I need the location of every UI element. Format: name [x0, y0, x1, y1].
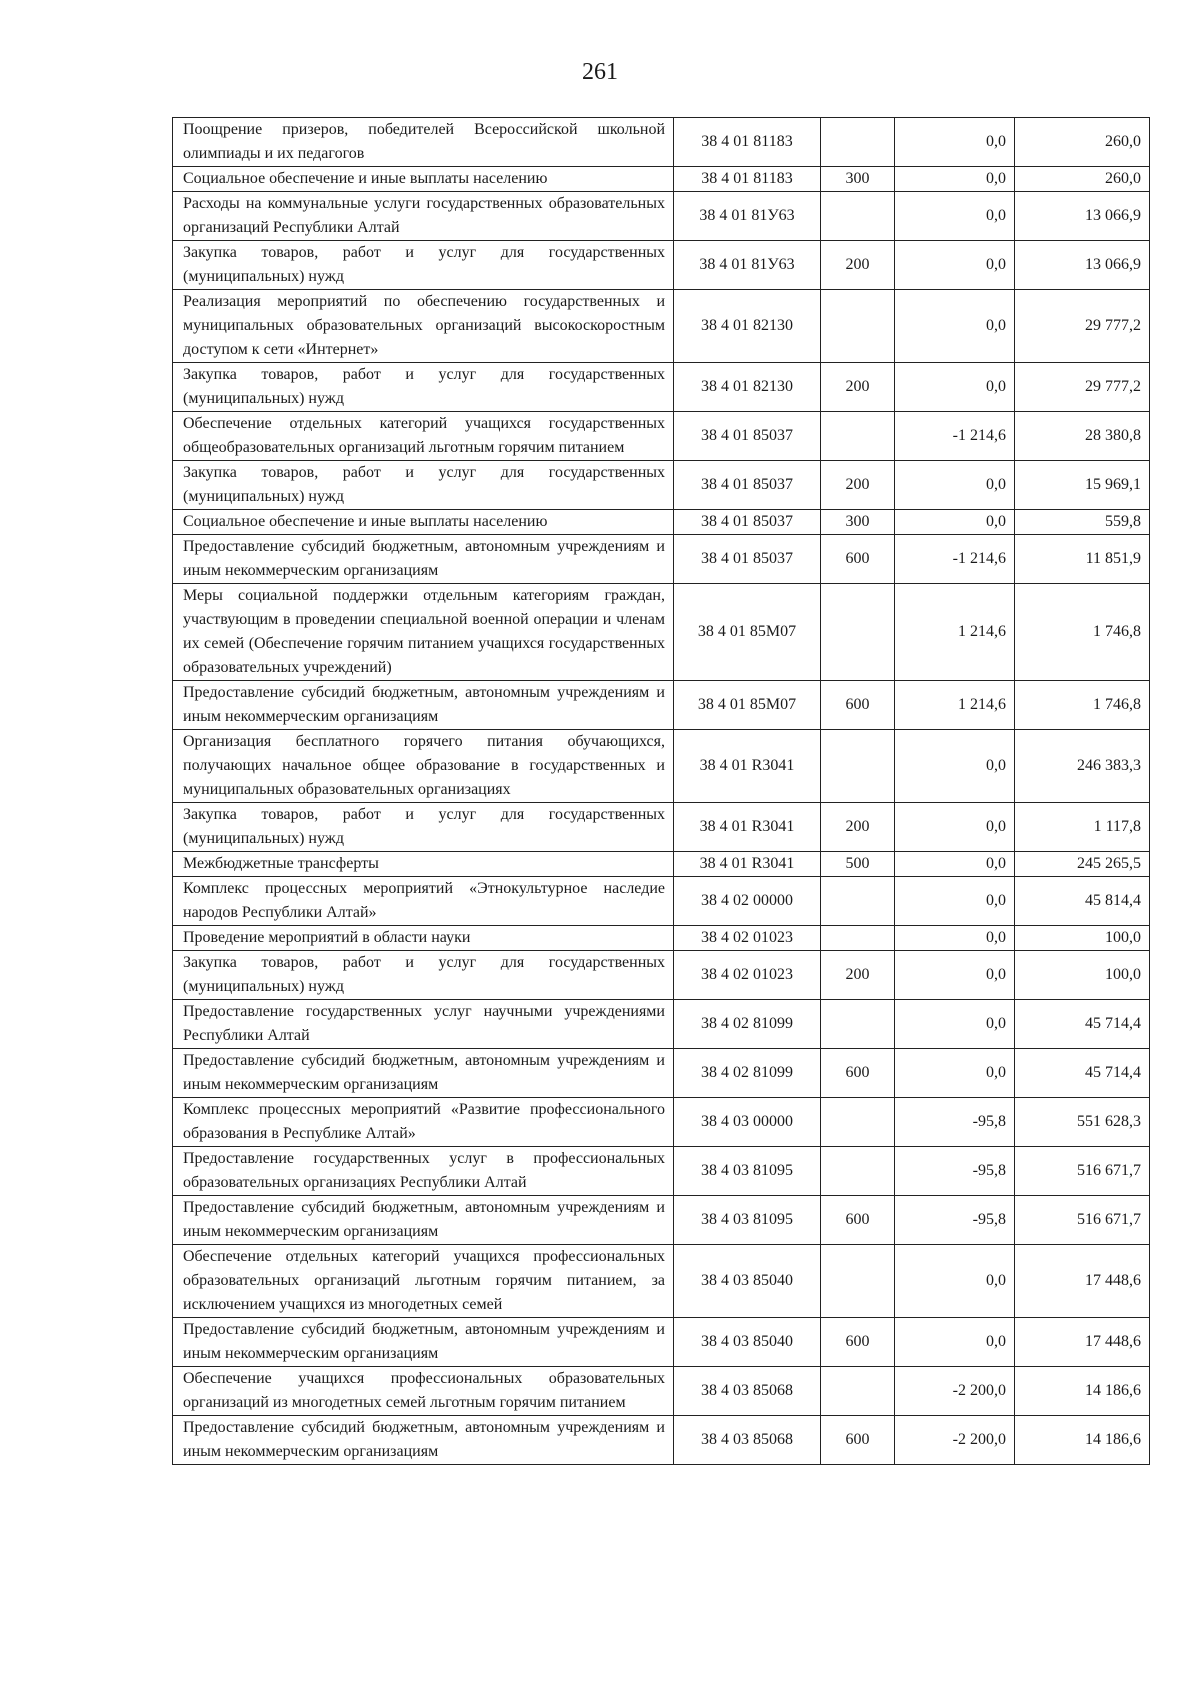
- change-amount-cell: 0,0: [895, 510, 1015, 535]
- row-name-cell: Предоставление субсидий бюджетным, автономным учреждениям и иным некоммерческим организациям: [173, 1318, 674, 1367]
- expense-type-cell: [821, 926, 895, 951]
- change-amount-cell: 0,0: [895, 363, 1015, 412]
- total-amount-cell: 1 746,8: [1015, 584, 1150, 681]
- expense-type-cell: [821, 118, 895, 167]
- total-amount-cell: 100,0: [1015, 926, 1150, 951]
- target-code-cell: 38 4 01 85037: [674, 461, 821, 510]
- change-amount-cell: -1 214,6: [895, 535, 1015, 584]
- row-name-cell: Комплекс процессных мероприятий «Этнокультурное наследие народов Республики Алтай»: [173, 877, 674, 926]
- total-amount-cell: 15 969,1: [1015, 461, 1150, 510]
- total-amount-cell: 14 186,6: [1015, 1367, 1150, 1416]
- expense-type-cell: 200: [821, 363, 895, 412]
- total-amount-cell: 45 714,4: [1015, 1000, 1150, 1049]
- target-code-cell: 38 4 02 81099: [674, 1049, 821, 1098]
- total-amount-cell: 11 851,9: [1015, 535, 1150, 584]
- total-amount-cell: 246 383,3: [1015, 730, 1150, 803]
- target-code-cell: 38 4 01 R3041: [674, 852, 821, 877]
- change-amount-cell: -2 200,0: [895, 1367, 1015, 1416]
- total-amount-cell: 45 814,4: [1015, 877, 1150, 926]
- row-name-cell: Предоставление государственных услуг в профессиональных образовательных организациях Республики Алтай: [173, 1147, 674, 1196]
- expense-type-cell: 300: [821, 167, 895, 192]
- row-name-cell: Проведение мероприятий в области науки: [173, 926, 674, 951]
- table-row: [173, 290, 1150, 363]
- row-name-cell: Закупка товаров, работ и услуг для государственных (муниципальных) нужд: [173, 363, 674, 412]
- expense-type-cell: 200: [821, 241, 895, 290]
- total-amount-cell: 29 777,2: [1015, 290, 1150, 363]
- change-amount-cell: -95,8: [895, 1147, 1015, 1196]
- change-amount-cell: 0,0: [895, 1318, 1015, 1367]
- expense-type-cell: 200: [821, 803, 895, 852]
- target-code-cell: 38 4 03 85068: [674, 1416, 821, 1465]
- change-amount-cell: 0,0: [895, 241, 1015, 290]
- change-amount-cell: 0,0: [895, 192, 1015, 241]
- expense-type-cell: 200: [821, 461, 895, 510]
- table-row: [173, 192, 1150, 241]
- change-amount-cell: 1 214,6: [895, 681, 1015, 730]
- target-code-cell: 38 4 01 82130: [674, 363, 821, 412]
- budget-table: [172, 117, 1150, 1465]
- total-amount-cell: 260,0: [1015, 167, 1150, 192]
- expense-type-cell: [821, 730, 895, 803]
- row-name-cell: Закупка товаров, работ и услуг для государственных (муниципальных) нужд: [173, 951, 674, 1000]
- row-name-cell: Социальное обеспечение и иные выплаты населению: [173, 510, 674, 535]
- row-name-cell: Межбюджетные трансферты: [173, 852, 674, 877]
- change-amount-cell: 0,0: [895, 1245, 1015, 1318]
- expense-type-cell: 600: [821, 1049, 895, 1098]
- total-amount-cell: 45 714,4: [1015, 1049, 1150, 1098]
- table-row: [173, 1147, 1150, 1196]
- table-row: [173, 118, 1150, 167]
- target-code-cell: 38 4 01 81У63: [674, 192, 821, 241]
- change-amount-cell: 0,0: [895, 852, 1015, 877]
- target-code-cell: 38 4 02 01023: [674, 926, 821, 951]
- table-row: [173, 730, 1150, 803]
- expense-type-cell: [821, 1000, 895, 1049]
- target-code-cell: 38 4 03 00000: [674, 1098, 821, 1147]
- row-name-cell: Расходы на коммунальные услуги государственных образовательных организаций Республики Алтай: [173, 192, 674, 241]
- total-amount-cell: 13 066,9: [1015, 192, 1150, 241]
- total-amount-cell: 13 066,9: [1015, 241, 1150, 290]
- target-code-cell: 38 4 01 82130: [674, 290, 821, 363]
- target-code-cell: 38 4 01 85М07: [674, 681, 821, 730]
- row-name-cell: Комплекс процессных мероприятий «Развитие профессионального образования в Республике Алтай»: [173, 1098, 674, 1147]
- target-code-cell: 38 4 01 85037: [674, 412, 821, 461]
- row-name-cell: Предоставление субсидий бюджетным, автономным учреждениям и иным некоммерческим организациям: [173, 535, 674, 584]
- row-name-cell: Обеспечение учащихся профессиональных образовательных организаций из многодетных семей льготным горячим питанием: [173, 1367, 674, 1416]
- target-code-cell: 38 4 03 81095: [674, 1147, 821, 1196]
- expense-type-cell: 600: [821, 681, 895, 730]
- table-row: [173, 852, 1150, 877]
- row-name-cell: Предоставление государственных услуг научными учреждениями Республики Алтай: [173, 1000, 674, 1049]
- expense-type-cell: [821, 412, 895, 461]
- total-amount-cell: 14 186,6: [1015, 1416, 1150, 1465]
- change-amount-cell: 0,0: [895, 461, 1015, 510]
- table-row: [173, 1098, 1150, 1147]
- row-name-cell: Обеспечение отдельных категорий учащихся профессиональных образовательных организаций льготным горячим питанием, за исключением учащихся из многодетных семей: [173, 1245, 674, 1318]
- expense-type-cell: [821, 1245, 895, 1318]
- total-amount-cell: 516 671,7: [1015, 1147, 1150, 1196]
- change-amount-cell: 0,0: [895, 1049, 1015, 1098]
- table-row: [173, 1196, 1150, 1245]
- row-name-cell: Обеспечение отдельных категорий учащихся государственных общеобразовательных организаций льготным горячим питанием: [173, 412, 674, 461]
- table-row: [173, 412, 1150, 461]
- row-name-cell: Социальное обеспечение и иные выплаты населению: [173, 167, 674, 192]
- total-amount-cell: 17 448,6: [1015, 1245, 1150, 1318]
- change-amount-cell: 0,0: [895, 730, 1015, 803]
- target-code-cell: 38 4 03 85040: [674, 1318, 821, 1367]
- expense-type-cell: [821, 1367, 895, 1416]
- target-code-cell: 38 4 01 85М07: [674, 584, 821, 681]
- table-row: [173, 167, 1150, 192]
- row-name-cell: Предоставление субсидий бюджетным, автономным учреждениям и иным некоммерческим организациям: [173, 681, 674, 730]
- target-code-cell: 38 4 01 R3041: [674, 730, 821, 803]
- table-row: [173, 363, 1150, 412]
- change-amount-cell: 0,0: [895, 118, 1015, 167]
- budget-table-body: [173, 118, 1150, 1465]
- total-amount-cell: 29 777,2: [1015, 363, 1150, 412]
- expense-type-cell: [821, 877, 895, 926]
- target-code-cell: 38 4 02 81099: [674, 1000, 821, 1049]
- target-code-cell: 38 4 03 85040: [674, 1245, 821, 1318]
- row-name-cell: Закупка товаров, работ и услуг для государственных (муниципальных) нужд: [173, 803, 674, 852]
- target-code-cell: 38 4 03 85068: [674, 1367, 821, 1416]
- table-row: [173, 241, 1150, 290]
- expense-type-cell: [821, 584, 895, 681]
- total-amount-cell: 28 380,8: [1015, 412, 1150, 461]
- table-row: [173, 535, 1150, 584]
- expense-type-cell: [821, 192, 895, 241]
- expense-type-cell: 500: [821, 852, 895, 877]
- expense-type-cell: [821, 1147, 895, 1196]
- table-row: [173, 951, 1150, 1000]
- expense-type-cell: [821, 290, 895, 363]
- change-amount-cell: -95,8: [895, 1098, 1015, 1147]
- target-code-cell: 38 4 01 81183: [674, 167, 821, 192]
- change-amount-cell: 0,0: [895, 803, 1015, 852]
- expense-type-cell: 600: [821, 1318, 895, 1367]
- expense-type-cell: 600: [821, 535, 895, 584]
- row-name-cell: Закупка товаров, работ и услуг для государственных (муниципальных) нужд: [173, 241, 674, 290]
- total-amount-cell: 551 628,3: [1015, 1098, 1150, 1147]
- expense-type-cell: [821, 1098, 895, 1147]
- total-amount-cell: 1 746,8: [1015, 681, 1150, 730]
- expense-type-cell: 600: [821, 1196, 895, 1245]
- change-amount-cell: 0,0: [895, 1000, 1015, 1049]
- row-name-cell: Реализация мероприятий по обеспечению государственных и муниципальных образовательных организаций высокоскоростным доступом к сети «Интернет»: [173, 290, 674, 363]
- page-number: 261: [582, 59, 618, 85]
- change-amount-cell: -95,8: [895, 1196, 1015, 1245]
- table-row: [173, 461, 1150, 510]
- total-amount-cell: 516 671,7: [1015, 1196, 1150, 1245]
- table-row: [173, 1367, 1150, 1416]
- table-row: [173, 1000, 1150, 1049]
- row-name-cell: Организация бесплатного горячего питания обучающихся, получающих начальное общее образование в государственных и муниципальных образовательных организациях: [173, 730, 674, 803]
- change-amount-cell: 0,0: [895, 167, 1015, 192]
- target-code-cell: 38 4 01 85037: [674, 510, 821, 535]
- table-row: [173, 584, 1150, 681]
- expense-type-cell: 200: [821, 951, 895, 1000]
- change-amount-cell: -2 200,0: [895, 1416, 1015, 1465]
- target-code-cell: 38 4 01 R3041: [674, 803, 821, 852]
- row-name-cell: Меры социальной поддержки отдельным категориям граждан, участвующим в проведении специальной военной операции и членам их семей (Обеспечение горячим питанием учащихся государственных образовательных учреждений): [173, 584, 674, 681]
- row-name-cell: Предоставление субсидий бюджетным, автономным учреждениям и иным некоммерческим организациям: [173, 1049, 674, 1098]
- target-code-cell: 38 4 02 00000: [674, 877, 821, 926]
- table-row: [173, 510, 1150, 535]
- target-code-cell: 38 4 01 81183: [674, 118, 821, 167]
- total-amount-cell: 17 448,6: [1015, 1318, 1150, 1367]
- change-amount-cell: 0,0: [895, 877, 1015, 926]
- table-row: [173, 877, 1150, 926]
- change-amount-cell: 0,0: [895, 951, 1015, 1000]
- total-amount-cell: 100,0: [1015, 951, 1150, 1000]
- total-amount-cell: 260,0: [1015, 118, 1150, 167]
- table-row: [173, 926, 1150, 951]
- table-row: [173, 1245, 1150, 1318]
- total-amount-cell: 1 117,8: [1015, 803, 1150, 852]
- change-amount-cell: -1 214,6: [895, 412, 1015, 461]
- table-row: [173, 1416, 1150, 1465]
- table-row: [173, 681, 1150, 730]
- table-row: [173, 1049, 1150, 1098]
- table-row: [173, 803, 1150, 852]
- total-amount-cell: 245 265,5: [1015, 852, 1150, 877]
- target-code-cell: 38 4 03 81095: [674, 1196, 821, 1245]
- table-row: [173, 1318, 1150, 1367]
- target-code-cell: 38 4 01 85037: [674, 535, 821, 584]
- target-code-cell: 38 4 01 81У63: [674, 241, 821, 290]
- expense-type-cell: 300: [821, 510, 895, 535]
- change-amount-cell: 0,0: [895, 290, 1015, 363]
- row-name-cell: Предоставление субсидий бюджетным, автономным учреждениям и иным некоммерческим организациям: [173, 1196, 674, 1245]
- row-name-cell: Поощрение призеров, победителей Всероссийской школьной олимпиады и их педагогов: [173, 118, 674, 167]
- target-code-cell: 38 4 02 01023: [674, 951, 821, 1000]
- expense-type-cell: 600: [821, 1416, 895, 1465]
- row-name-cell: Закупка товаров, работ и услуг для государственных (муниципальных) нужд: [173, 461, 674, 510]
- row-name-cell: Предоставление субсидий бюджетным, автономным учреждениям и иным некоммерческим организациям: [173, 1416, 674, 1465]
- change-amount-cell: 0,0: [895, 926, 1015, 951]
- change-amount-cell: 1 214,6: [895, 584, 1015, 681]
- total-amount-cell: 559,8: [1015, 510, 1150, 535]
